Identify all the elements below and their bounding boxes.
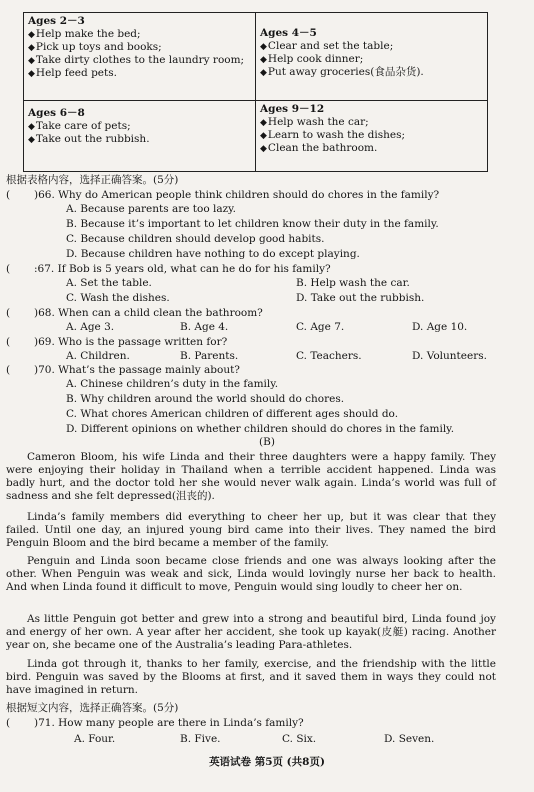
passage-paragraph: As little Penguin got better and grew into a strong and beautiful bird, Linda found joy and energy of her own. A year after her accident, she took up kayak(皮艇) racing. Another year on, she became one of the Australia’s leading Para-athletes. [6,613,496,652]
option: D. Seven. [384,733,435,745]
list-item: ◆ Help make the bed; [28,28,251,41]
option: B. Parents. [180,350,239,362]
passage-paragraph: Penguin and Linda soon became close friends and one was always looking after the other. When Penguin was weak and sick, Linda would lovingly nurse her back to health. And when Linda found it difficult to move, Penguin would sing loudly to cheer her on. [6,555,496,594]
cell-ages-9-12 [256,101,488,172]
question-stem: )66. Why do American people think children should do chores in the family? [34,189,440,201]
passage-paragraph: Linda’s family members did everything to cheer her up, but it was clear that they failed. Until one day, an injured young bird came into their lives. They named the bird Penguin Bloom and the bird became a member of the family. [6,511,496,550]
option: B. Why children around the world should do chores. [66,393,345,405]
question-stem: :67. If Bob is 5 years old, what can he do for his family? [34,263,331,275]
option: B. Because it’s important to let children know their duty in the family. [66,218,439,230]
page-footer: 英语试卷 第5页 (共8页) [209,756,325,768]
question-stem: )70. What’s the passage mainly about? [34,364,240,376]
option: C. Age 7. [296,321,345,333]
cell-title: Ages 9－12 [260,103,325,115]
list-item: ◆ Clean the bathroom. [260,142,483,155]
question-stem: )71. How many people are there in Linda’s family? [34,717,304,729]
answer-paren: ( [6,263,11,275]
option: A. Set the table. [66,277,152,289]
option: B. Five. [180,733,221,745]
list-item: ◆ Clear and set the table; [260,40,483,53]
option: D. Volunteers. [412,350,487,362]
list-item: ◆ Pick up toys and books; [28,41,251,54]
list-item: ◆ Help cook dinner; [260,53,483,66]
passage-paragraph: Cameron Bloom, his wife Linda and their three daughters were a happy family. They were enjoying their holiday in Thailand when a terrible accident happened. Linda was badly hurt, and the doctor told her she would never walk again. Linda’s world was full of sadness and she felt depressed(沮丧的). [6,451,496,503]
cell-ages-6-8 [24,101,256,172]
option: A. Age 3. [66,321,115,333]
cell-title: Ages 2－3 [28,15,85,27]
list-item: ◆ Put away groceries(食品杂货). [260,66,483,79]
option: D. Take out the rubbish. [296,292,425,304]
section-instruction: 根据短文内容，选择正确答案。(5分) [6,702,179,714]
section-instruction: 根据表格内容，选择正确答案。(5分) [6,174,179,186]
option: C. Six. [282,733,317,745]
option: A. Because parents are too lazy. [66,203,237,215]
passage-paragraph: Linda got through it, thanks to her family, exercise, and the friendship with the little bird. Penguin was saved by the Blooms at first, and it saved them in ways they could not have imagined in return. [6,658,496,697]
list-item: ◆ Take care of pets; [28,120,251,133]
option: A. Four. [74,733,116,745]
cell-ages-4-5 [256,13,488,101]
answer-paren: ( [6,364,11,376]
option: D. Different opinions on whether children should do chores in the family. [66,423,455,435]
list-item: ◆ Learn to wash the dishes; [260,129,483,142]
list-item: ◆ Take out the rubbish. [28,133,251,146]
option: A. Children. [66,350,130,362]
question-stem: )69. Who is the passage written for? [34,336,228,348]
option: D. Age 10. [412,321,468,333]
option: B. Age 4. [180,321,229,333]
option: C. What chores American children of different ages should do. [66,408,399,420]
option: C. Teachers. [296,350,362,362]
answer-paren: ( [6,189,11,201]
cell-title: Ages 4－5 [260,27,317,39]
answer-paren: ( [6,307,11,319]
cell-title: Ages 6－8 [28,107,85,119]
section-b-heading: (B) [259,436,275,448]
cell-ages-2-3 [24,13,256,101]
option: B. Help wash the car. [296,277,410,289]
option: C. Wash the dishes. [66,292,170,304]
answer-paren: ( [6,717,11,729]
option: D. Because children have nothing to do except playing. [66,248,360,260]
chores-table [23,12,488,172]
option: C. Because children should develop good habits. [66,233,325,245]
list-item: ◆ Help feed pets. [28,67,251,80]
answer-paren: ( [6,336,11,348]
question-stem: )68. When can a child clean the bathroom? [34,307,263,319]
list-item: ◆ Help wash the car; [260,116,483,129]
list-item: ◆ Take dirty clothes to the laundry room; [28,54,251,67]
option: A. Chinese children’s duty in the family. [66,378,279,390]
